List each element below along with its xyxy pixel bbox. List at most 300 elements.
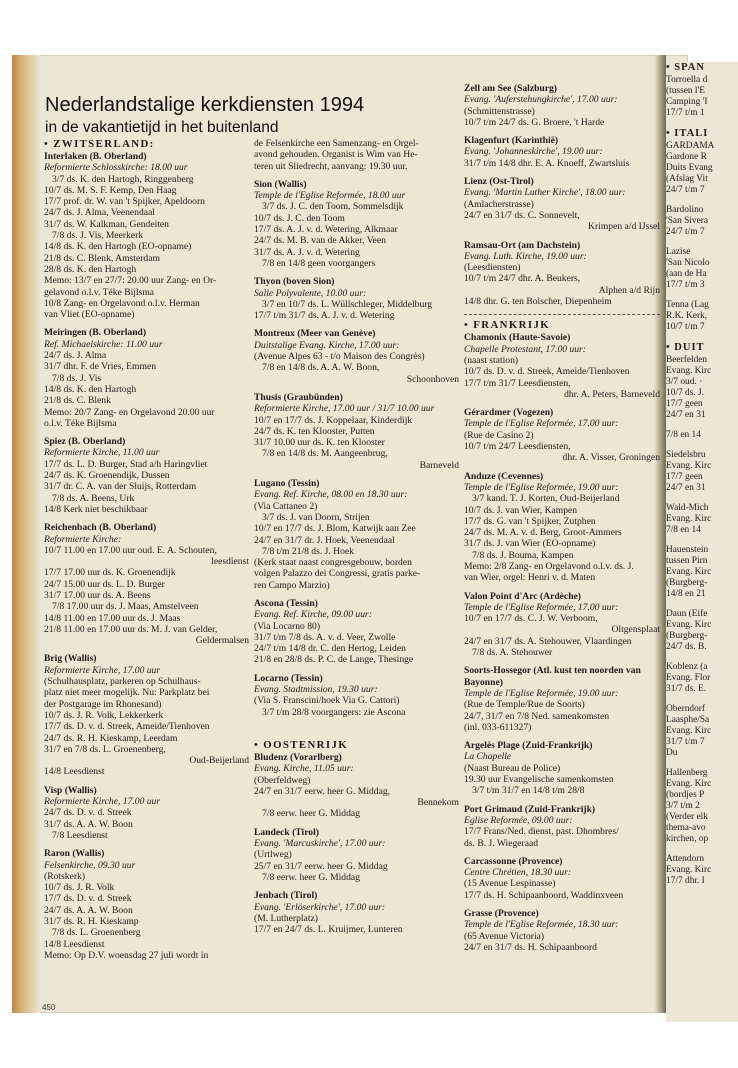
right-page-fragment: Evang. Kirc [666, 514, 712, 524]
service-line: volgen Palazzo dei Congressi, gratis parke- [254, 568, 421, 580]
church-entry [44, 653, 249, 777]
place-name: Thusis (Graubünden) [254, 391, 343, 403]
place-name: Soorts-Hossegor (Atl. kust ten noorden van Bayonne) [464, 665, 641, 688]
right-page-fragment: (Afslag Vit [666, 174, 708, 184]
service-line: 31/7 t/m 7/8 ds. A. v. d. Veer, Zwolle [254, 631, 396, 643]
service-line: (Via S. Franscini/hoek Via G. Cattori) [254, 695, 400, 707]
church-entry [464, 665, 660, 733]
service-line: (Rue de Temple/Rue de Soorts) [464, 699, 585, 711]
service-line: Memo: 2/8 Zang- en Orgelavond o.l.v. ds. J. [464, 560, 634, 572]
service-line: 10/7 en 17/7 ds. J. Blom, Katwijk aan Zee [254, 523, 416, 535]
service-line: 10/7 t/m 24/7 ds. G. Broere, 't Harde [464, 116, 605, 128]
service-line: (Via Locarno 80) [254, 620, 321, 632]
service-line: 24/7 ds. J. Alma [44, 350, 107, 362]
place-name: Sion (Wallis) [254, 178, 307, 190]
service-line: platz niet meer mogelijk. Nu: Parkplatz bei [44, 687, 210, 699]
service-line: 3/7 kand. T. J. Korten, Oud-Beijerland [472, 493, 620, 505]
church-and-time: Evang. 'Johanneskirche', 19.00 uur: [464, 146, 603, 158]
place-name: Reichenbach (B. Oberland) [44, 522, 157, 534]
church-and-time: Salle Polyvalente, 10.00 uur: [254, 287, 367, 299]
service-line: (Amlacherstrasse) [464, 198, 534, 210]
service-line: 24/7 en 31/7 eerw. heer G. Middag, [254, 785, 391, 797]
church-and-time: Temple de l'Eglise Reformée, 18.30 uur: [464, 919, 619, 931]
church-entry [254, 179, 459, 269]
service-line: 7/8 Leesdienst [52, 829, 108, 841]
service-line: (Schulhausplatz, parkeren op Schulhaus- [44, 676, 201, 688]
service-line: 10/7 ds. J. R. Volk, Lekkerkerk [44, 709, 164, 721]
service-line: 10/7 ds. M. S. F. Kemp, Den Haag [44, 184, 177, 196]
service-line: Memo: 20/7 Zang- en Orgelavond 20.00 uur [44, 406, 215, 418]
service-line: 24/7 t/m 14/8 dr. C. den Hertog, Leiden [254, 643, 406, 655]
country-heading: • ZWITSERLAND: [44, 138, 155, 150]
right-page-fragment: Beerfelden [666, 355, 708, 365]
church-entry [44, 522, 249, 646]
right-page-edge [666, 62, 738, 1022]
service-line: (Leesdiensten) [464, 262, 521, 274]
right-page-fragment: GARDAMA [666, 141, 715, 151]
place-name: Klagenfurt (Karinthië) [464, 135, 559, 147]
right-page-fragment: (Burgberg- [666, 631, 708, 641]
right-page-fragment: 3/7 oud. · [666, 377, 703, 387]
service-line: Barneveld [419, 459, 459, 471]
church-and-time: Reformierte Kirche, 17.00 uur / 31/7 10.00 uur [254, 403, 435, 415]
service-line: 7/8 17.00 uur ds. J. Maas, Amstelveen [52, 601, 199, 613]
church-entry [464, 740, 660, 796]
right-page-fragment: 'San Nicolo [666, 258, 710, 268]
service-line: 24/7 en 31/7 ds. A. Stehouwer, Vlaardingen [464, 635, 632, 647]
service-line: Krimpen a/d IJssel [588, 221, 660, 233]
service-line: 10/8 Zang- en Orgelavond o.l.v. Herman [44, 297, 200, 309]
column-2 [254, 138, 459, 942]
service-line: 31/7 10.00 uur ds. K. ten Klooster [254, 437, 385, 449]
church-and-time: Eglise Reformée, 09.00 uur: [464, 814, 573, 826]
right-page-fragment: 10/7 ds. J. [666, 388, 705, 398]
service-line: 7/8 en 14/8 geen voorgangers [262, 257, 376, 269]
service-line: 31/7 17.00 uur ds. A. Beens [44, 589, 151, 601]
church-and-time: Reformierte Kirche, 17.00 uur [44, 796, 161, 808]
service-line: Schoonhoven [406, 373, 459, 385]
right-page-fragment: Evang. Kirc [666, 461, 712, 471]
church-entry [44, 138, 249, 320]
right-page-fragment: Lazise [666, 247, 691, 257]
place-name: Visp (Wallis) [44, 784, 97, 796]
service-line: 31/7 en 7/8 ds. L. Groenenberg, [44, 743, 166, 755]
church-entry [464, 314, 660, 400]
service-line: 31/7 ds. A. J. v. d. Wetering [254, 246, 360, 258]
right-page-fragment: Koblenz (a [666, 662, 708, 672]
column-1 [44, 138, 249, 968]
service-line: Memo: Op D.V. woensdag 27 juli wordt in [44, 949, 209, 961]
service-line: 10/7 ds. J. van Wier, Kampen [464, 504, 578, 516]
service-line: Oltgensplaat [611, 624, 660, 636]
church-entry [44, 785, 249, 841]
church-entry [254, 827, 459, 883]
right-page-fragment: 24/7 t/m 7 [666, 227, 705, 237]
service-line: teren uit Sliedrecht, aanvang: 19.30 uur. [254, 160, 408, 172]
place-name: Anduze (Cevennes) [464, 470, 544, 482]
service-line: 25/7 en 31/7 eerw. heer G. Middag [254, 860, 388, 872]
place-name: Jenbach (Tirol) [254, 890, 318, 902]
church-and-time: Ref. Michaelskirche: 11.00 uur [44, 338, 163, 350]
church-entry [44, 848, 249, 961]
service-line: 17/7 ds. G. van 't Spijker, Zutphen [464, 515, 596, 527]
place-name: Interlaken (B. Oberland) [44, 151, 147, 162]
church-and-time: Temple de l'Eglise Reformée, 17.00 uur: [464, 601, 619, 613]
service-line: 31/7 ds. R. H. Kieskamp [44, 916, 139, 927]
service-line: 17/7 17.00 uur ds. K. Groenendijk [44, 567, 176, 579]
church-entry [464, 591, 660, 659]
service-line: 17/7 ds. D. v. d. Streek [44, 893, 132, 905]
church-and-time: Reformierte Kirche, 17.00 uur [44, 664, 161, 676]
service-line: 24/7 en 31/7 ds. C. Sonnevelt, [464, 209, 580, 221]
service-line: (Via Cattaneo 2) [254, 500, 318, 512]
place-name: Ascona (Tessin) [254, 597, 318, 609]
service-line: 17/7 Frans/Ned. dienst, past. Dhombres/ [464, 826, 619, 838]
place-name: Spiez (B. Oberland) [44, 436, 126, 448]
service-line: 10/7 en 17/7 ds. C. J. W. Verboom, [464, 613, 598, 625]
service-line: 3/7 ds. J. C. den Toom, Sommelsdijk [262, 201, 404, 213]
section-divider [464, 314, 660, 315]
service-line: 10/7 t/m 24/7 dhr. A. Beukers, [464, 273, 581, 285]
right-page-fragment: 31/7 t/m 7 [666, 737, 705, 747]
right-page-fragment: 17/7 geen [666, 472, 703, 482]
service-line: 10/7 en 17/7 ds. J. Koppelaar, Kinderdijk [254, 414, 413, 426]
service-line: (Urtlweg) [254, 849, 292, 861]
right-page-fragment: Daun (Eife [666, 609, 708, 619]
church-entry [464, 804, 660, 849]
page-number: 450 [42, 1003, 56, 1012]
church-and-time: Temple de l'Eglise Reformée, 19.00 uur: [464, 481, 619, 493]
service-line: 31/7 dhr. F. de Vries, Emmen [44, 361, 156, 373]
right-page-fragment: Evang. Kirc [666, 865, 712, 875]
right-page-fragment: 17/7 t/m 3 [666, 280, 705, 290]
place-name: Argelès Plage (Zuid-Frankrijk) [464, 740, 593, 752]
service-line: avond gehouden. Organist is Wim van He- [254, 149, 418, 161]
right-page-fragment: • DUIT [666, 342, 705, 353]
service-line: 24/7 ds. D. v. d. Streek [44, 807, 132, 819]
right-page-fragment: (tussen l'E [666, 86, 705, 96]
right-page-fragment: Du [666, 748, 678, 758]
service-line: 3/7 t/m 28/8 voorgangers: zie Ascona [262, 706, 406, 718]
service-line: 3/7 t/m 31/7 en 14/8 t/m 28/8 [472, 785, 585, 797]
church-and-time: Evang. Stadtmission, 19.30 uur: [254, 684, 378, 696]
place-name: Carcassonne (Provence) [464, 855, 563, 867]
right-page-fragment: thema-avo [666, 823, 706, 833]
service-line: 24/7 ds. M. A. v. d. Berg, Groot-Ammers [464, 527, 622, 539]
service-line: 19.30 uur Evangelische samenkomsten [464, 774, 614, 786]
church-entry [254, 725, 459, 820]
right-page-fragment: 7/8 en 14 [666, 525, 701, 535]
church-entry [254, 138, 459, 172]
right-page-fragment: 31/7 ds. E. [666, 684, 707, 694]
service-line: 7/8 ds. J. Vis, Meerkerk [52, 230, 144, 242]
service-line: 7/8 ds. L. Groenenberg [52, 927, 141, 939]
church-and-time: Temple de l'Eglise Reformée, 18.00 uur [254, 190, 406, 202]
church-entry [464, 83, 660, 128]
right-page-fragment: Laasphe/Sa [666, 715, 710, 725]
service-line: dhr. A. Visser, Groningen [562, 452, 660, 464]
right-page-fragment: kirchen, op [666, 834, 709, 844]
place-name: Gérardmer (Vogezen) [464, 407, 554, 419]
church-and-time: Evang. Ref. Kirche, 09.00 uur: [254, 609, 372, 621]
church-and-time: Felsenkirche, 09.30 uur [44, 859, 136, 871]
right-page-fragment: Evang. Kirc [666, 726, 712, 736]
service-line: 17/7 t/m 31/7 Leesdiensten, [464, 377, 571, 389]
service-line: 10/7 t/m 24/7 Leesdiensten, [464, 441, 571, 453]
service-line: 31/7 dr. C. A. van der Sluijs, Rotterdam [44, 481, 197, 493]
right-page-fragment: Wald-Mich [666, 503, 709, 513]
church-and-time: Centre Chrétien, 18.30 uur: [464, 867, 572, 879]
church-and-time: Temple de l'Eglise Reformée, 19.00 uur: [464, 687, 619, 699]
service-line: Oud-Beijerland [189, 755, 249, 767]
right-page-fragment: Hauenstein [666, 545, 709, 555]
service-line: 24/7, 31/7 en 7/8 Ned. samenkomsten [464, 710, 610, 722]
right-page-fragment: 17/7 geen [666, 399, 703, 409]
church-entry [464, 135, 660, 169]
service-line: 31/7 ds. A. A. W. Boon [44, 818, 133, 830]
service-line: 10/7 11.00 en 17.00 uur oud. E. A. Schouten, [44, 544, 217, 556]
service-line: 10/7 ds. J. C. den Toom [254, 212, 345, 224]
right-page-fragment: Camping 'I [666, 97, 708, 107]
church-and-time: Reformierte Kirche: [44, 533, 122, 545]
service-line: van Wier, orgel: Henri v. d. Maten [464, 572, 596, 584]
service-line: 10/7 ds. J. R. Volk [44, 882, 115, 894]
service-line: 24/7 ds. R. H. Kieskamp, Leerdam [44, 732, 178, 744]
service-line: 24/7 ds. J. Alma, Veenendaal [44, 207, 155, 219]
right-page-fragment: 24/7 t/m 7 [666, 185, 705, 195]
church-entry [464, 240, 660, 308]
church-entry [464, 176, 660, 232]
column-3 [464, 83, 660, 960]
service-line: 17/7 ds. L. D. Burger, Stad a/h Haringvliet [44, 458, 208, 470]
right-page-fragment: Evang. Kirc [666, 620, 712, 630]
service-line: der Postgarage im Rhonesand) [44, 698, 162, 710]
place-name: Valon Point d'Arc (Ardèche) [464, 590, 581, 602]
service-line: 21/8 ds. C. Blenk, Amsterdam [44, 252, 160, 264]
service-line: 31/7 t/m 14/8 dhr. E. A. Knoeff, Zwartsluis [464, 157, 630, 169]
place-name: Locarno (Tessin) [254, 672, 323, 684]
church-entry [254, 328, 459, 384]
right-page-fragment: 17/7 dhr. I [666, 876, 705, 886]
church-and-time: Chapelle Protestant, 17.00 uur: [464, 343, 586, 355]
place-name: Lienz (Ost-Tirol) [464, 176, 534, 188]
service-line: 7/8 ds. A. Stehouwer [472, 647, 553, 659]
church-entry [254, 276, 459, 321]
service-line: 7/8 eerw. heer G. Middag [262, 871, 360, 883]
service-line: 24/7 ds. M. B. van de Akker, Veen [254, 235, 386, 247]
service-line: 24/7 ds. K. ten Klooster, Putten [254, 425, 375, 437]
service-line: (inl. 033-611327) [464, 721, 532, 733]
right-page-fragment: Oberndorf [666, 704, 706, 714]
right-page-fragment: Siedelsbru [666, 450, 706, 460]
place-name: Raron (Wallis) [44, 848, 105, 860]
service-line: 7/8 ds. J. Bouma, Kampen [472, 549, 574, 561]
service-line: o.l.v. Téke Bijlsma [44, 417, 117, 429]
service-line: 14/8 Leesdienst [44, 766, 105, 778]
service-line: 14/8 dhr. G. ten Bolscher, Diepenheim [464, 296, 612, 308]
church-and-time: Evang. Kirche, 11.05 uur: [254, 763, 354, 775]
right-page-fragment: Evang. Flor [666, 673, 711, 683]
service-line: (Rue de Casino 2) [464, 429, 534, 441]
church-entry [254, 392, 459, 471]
service-line: ren Campo Marzio) [254, 579, 330, 591]
service-line: 7/8 t/m 21/8 ds. J. Hoek [262, 545, 354, 557]
service-line: 31/7 ds. J. van Wier (EO-opname) [464, 538, 596, 550]
right-page-fragment: Gardone R [666, 152, 707, 162]
service-line: 14/8 Kerk niet beschikbaar [44, 503, 148, 515]
right-page-fragment: 10/7 t/m 7 [666, 322, 705, 332]
country-heading: • FRANKRIJK [464, 319, 551, 332]
right-page-fragment: Evang. Kirc [666, 779, 712, 789]
right-page-fragment: 24/7 en 31 [666, 410, 706, 420]
right-page-fragment: • SPAN [666, 62, 705, 73]
right-page-fragment: 14/8 en 21 [666, 589, 706, 599]
service-line: 31/7 ds. W. Kalkman, Gendeiten [44, 218, 169, 230]
service-line: 24/7 en 31/7 ds. H. Schipaanboord [464, 941, 597, 953]
right-page-fragment: 7/8 en 14 [666, 430, 701, 440]
place-name: Landeck (Tirol) [254, 826, 319, 838]
church-and-time: Reformierte Schlosskirche: 18.00 uur [44, 162, 188, 174]
church-and-time: Evang. 'Marcuskirche', 17.00 uur: [254, 838, 386, 850]
church-and-time: Evang. Ref. Kirche, 08.00 en 18.30 uur: [254, 489, 408, 501]
right-page-fragment: Evang. Kirc [666, 366, 712, 376]
right-page-fragment: (Burgberg- [666, 578, 708, 588]
service-line: 3/7 ds. J. van Doorn, Strijen [262, 511, 370, 523]
right-page-fragment: Evang. Kirc [666, 567, 712, 577]
service-line: de Felsenkirche een Samenzang- en Orgel- [254, 138, 419, 149]
place-name: Bludenz (Vorarlberg) [254, 751, 342, 763]
right-page-fragment: 24/7 en 31 [666, 483, 706, 493]
right-page-fragment: R.K. Kerk, [666, 311, 708, 321]
service-line: 24/7 en 31/7 dr. J. Hoek, Veenendaal [254, 534, 395, 546]
right-page-fragment: tussen Pirn [666, 556, 708, 566]
service-line: 3/7 en 10/7 ds. L. Wüllschleger, Middelburg [262, 298, 433, 310]
service-line: 14/8 ds. K. den Hartogh (EO-opname) [44, 241, 192, 253]
right-page-fragment: 24/7 ds. B. [666, 642, 707, 652]
page-title: Nederlandstalige kerkdiensten 1994 [45, 94, 365, 116]
service-line: 17/7 ds. D. v. d. Streek, Ameide/Tienhoven [44, 721, 210, 733]
service-line: 24/7 15.00 uur ds. L. D. Burger [44, 578, 165, 590]
church-and-time: Duitstalige Evang. Kirche, 17.00 uur: [254, 339, 400, 351]
right-page-fragment: Bardolino [666, 205, 704, 215]
right-page-fragment: 17/7 t/m 1 [666, 108, 705, 118]
place-name: Chamonix (Haute-Savoie) [464, 332, 571, 344]
country-heading: • OOSTENRIJK [254, 738, 349, 751]
right-page-fragment: Attendorn [666, 854, 705, 864]
right-page-fragment: Duits Evang [666, 163, 713, 173]
service-line: dhr. A. Peters, Barneveld [564, 388, 660, 400]
service-line: (Oberfeldweg) [254, 774, 311, 786]
service-line: 21/8 en 28/8 ds. P. C. de Lange, Thesinge [254, 654, 414, 666]
service-line: (Naast Bureau de Police) [464, 762, 561, 774]
service-line: van Vliet (EO-opname) [44, 309, 135, 321]
service-line: 7/8 eerw. heer G. Middag [262, 808, 360, 820]
church-entry [464, 908, 660, 953]
church-entry [464, 407, 660, 463]
church-and-time: Evang. Luth. Kirche, 19.00 uur: [464, 250, 587, 262]
service-line: 17/7 ds. A. J. v. d. Wetering, Alkmaar [254, 224, 398, 236]
place-name: Meiringen (B. Oberland) [44, 327, 147, 339]
place-name: Montreux (Meer van Genève) [254, 328, 376, 340]
service-line: (Rotskerk) [44, 870, 86, 882]
service-line: 10/7 ds. D. v. d. Streek, Ameide/Tienhoven [464, 366, 630, 378]
church-entry [254, 890, 459, 935]
service-line: 7/8 en 14/8 ds. A. A. W. Boon, [262, 362, 380, 374]
service-line: (naast station) [464, 354, 519, 366]
service-line: (M. Lutherplatz) [254, 912, 318, 924]
right-page-fragment: • ITALI [666, 128, 709, 139]
church-and-time: Reformierte Kirche, 11.00 uur [44, 447, 160, 459]
place-name: Port Grimaud (Zuid-Frankrijk) [464, 803, 596, 815]
service-line: (15 Avenue Lespinasse) [464, 878, 556, 890]
service-line: 7/8 ds. A. Beens, Urk [52, 492, 135, 504]
church-and-time: La Chapelle [464, 751, 512, 763]
church-entry [464, 471, 660, 584]
service-line: ds. B. J. Wiegeraad [464, 837, 539, 849]
church-entry [44, 436, 249, 515]
church-entry [44, 327, 249, 429]
service-line: 14/8 Leesdienst [44, 938, 105, 950]
service-line: Bennekom [417, 797, 459, 809]
service-line: 21/8 ds. C. Blenk [44, 395, 111, 407]
service-line: 21/8 11.00 en 17.00 uur ds. M. J. van Gelder, [44, 623, 218, 635]
church-and-time: Temple de l'Eglise Reformée, 17.00 uur: [464, 418, 619, 430]
service-line: 14/8 11.00 en 17.00 uur ds. J. Maas [44, 612, 181, 624]
service-line: 17/7 prof. dr. W. van 't Spijker, Apeldoorn [44, 196, 205, 208]
service-line: Memo: 13/7 en 27/7: 20.00 uur Zang- en Or- [44, 275, 217, 287]
church-and-time: Evang. 'Erlöserkirche', 17.00 uur: [254, 901, 386, 913]
place-name: Grasse (Provence) [464, 908, 539, 919]
service-line: 24/7 ds. K. Groenendijk, Dussen [44, 470, 170, 482]
place-name: Ramsau-Ort (am Dachstein) [464, 239, 581, 251]
place-name: Lugano (Tessin) [254, 478, 320, 490]
service-line: 17/7 t/m 31/7 ds. A. J. v. d. Wetering [254, 310, 395, 322]
service-line: (Kerk staat naast congresgebouw, borden [254, 557, 412, 569]
service-line: 7/8 en 14/8 ds. M. Aangeenbrug, [262, 448, 388, 460]
church-and-time: Evang. 'Auferstehungkirche', 17.00 uur: [464, 94, 618, 106]
service-line: 17/7 ds. H. Schipaanboord, Waddinxveen [464, 889, 624, 901]
place-name: Thyon (boven Sion) [254, 276, 335, 288]
right-page-fragment: (Verder elk [666, 812, 708, 822]
church-and-time: Evang. 'Martin Luther Kirche', 18.00 uur: [464, 187, 626, 199]
place-name: Brig (Wallis) [44, 653, 97, 665]
church-entry [254, 478, 459, 591]
page-subtitle: in de vakantietijd in het buitenland [45, 119, 279, 136]
service-line: 14/8 ds. K. den Hartogh [44, 383, 137, 395]
right-page-fragment: Torroella d [666, 75, 708, 85]
right-page-fragment: (bordjes P [666, 790, 705, 800]
place-name: Zell am See (Salzburg) [464, 83, 557, 94]
right-page-fragment: 'San Sivera [666, 216, 709, 226]
church-entry [254, 673, 459, 718]
church-entry [464, 856, 660, 901]
right-page-fragment: 3/7 t/m 2 [666, 801, 700, 811]
service-line: (Schmittenstrasse) [464, 105, 535, 117]
service-line: 3/7 ds. K. den Hartogh, Ringgenberg [52, 173, 194, 185]
service-line: Alphen a/d Rijn [598, 284, 660, 296]
service-line: (65 Avenue Victoria) [464, 930, 545, 942]
service-line: gelavond o.l.v. Téke Bijlsma [44, 286, 155, 298]
church-entry [254, 598, 459, 666]
service-line: Geldermalsen [195, 635, 249, 647]
service-line: 17/7 en 24/7 ds. L. Kruijmer, Lunteren [254, 924, 403, 936]
service-line: 28/8 ds. K. den Hartogh [44, 263, 137, 275]
right-page-fragment: (aan de Ha [666, 269, 707, 279]
right-page-fragment: Hallenberg [666, 768, 708, 778]
service-line: 24/7 ds. A. A. W. Boon [44, 904, 133, 916]
service-line: leesdienst [211, 556, 249, 568]
service-line: 7/8 ds. J. Vis [52, 372, 102, 384]
